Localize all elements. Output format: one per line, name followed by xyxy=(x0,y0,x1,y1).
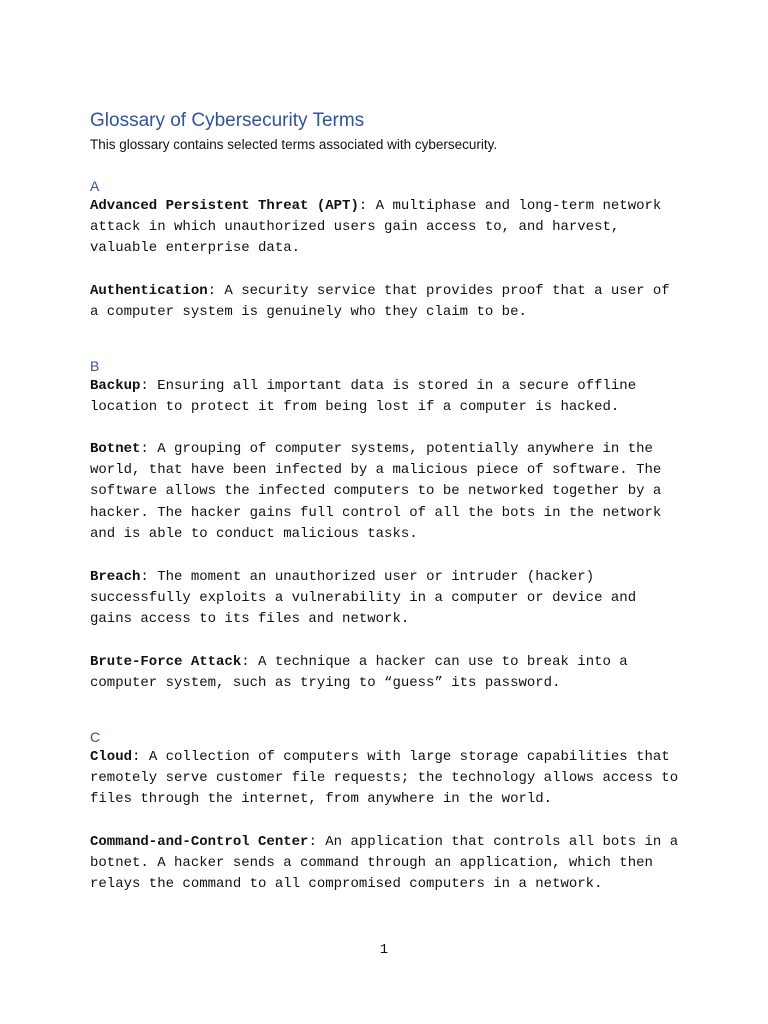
glossary-entry-cloud xyxy=(90,747,680,811)
page-number: 1 xyxy=(379,942,389,958)
glossary-entry-botnet xyxy=(90,439,680,545)
glossary-entry-command-and-control-center xyxy=(90,832,680,896)
entry-term: Advanced Persistent Threat (APT) xyxy=(90,198,359,214)
glossary-entry-authentication xyxy=(90,281,680,323)
glossary-entry-brute-force-attack xyxy=(90,652,680,694)
section-letter-a: A xyxy=(90,178,100,194)
glossary-entry-apt xyxy=(90,196,680,260)
section-letter-b: B xyxy=(90,358,100,374)
entry-term: Backup xyxy=(90,378,141,394)
entry-definition: : A technique a hacker can use to break into a computer system, such as trying to “guess” its password. xyxy=(90,654,628,692)
entry-term: Brute-Force Attack xyxy=(90,654,242,670)
entry-definition: : A collection of computers with large storage capabilities that remotely serve customer file requests; the technology allows access to files through the internet, from anywhere in the world. xyxy=(90,749,679,808)
entry-definition: : A security service that provides proof that a user of a computer system is genuinely who they claim to be. xyxy=(90,283,670,321)
section-letter-c: C xyxy=(90,729,101,745)
entry-definition: : A grouping of computer systems, potentially anywhere in the world, that have been infected by a malicious piece of software. The software allows the infected computers to be networked together by a hacker. The hacker gains full control of all the bots in the network and is able to conduct malicious tasks. xyxy=(90,441,662,542)
glossary-entry-backup xyxy=(90,376,680,418)
entry-term: Authentication xyxy=(90,283,208,299)
entry-definition: : An application that controls all bots in a botnet. A hacker sends a command through an application, which then relays the command to all compromised computers in a network. xyxy=(90,834,679,893)
entry-definition: : Ensuring all important data is stored in a secure offline location to protect it from being lost if a computer is hacked. xyxy=(90,378,637,416)
entry-term: Cloud xyxy=(90,749,133,765)
entry-term: Breach xyxy=(90,569,141,585)
intro-paragraph: This glossary contains selected terms associated with cybersecurity. xyxy=(90,137,498,152)
entry-definition: : The moment an unauthorized user or intruder (hacker) successfully exploits a vulnerability in a computer or device and gains access to its files and network. xyxy=(90,569,637,628)
entry-term: Command-and-Control Center xyxy=(90,834,309,850)
glossary-entry-breach xyxy=(90,567,680,631)
page-title: Glossary of Cybersecurity Terms xyxy=(90,110,365,131)
entry-definition: : A multiphase and long-term network attack in which unauthorized users gain access to, and harvest, valuable enterprise data. xyxy=(90,198,662,257)
entry-term: Botnet xyxy=(90,441,141,457)
